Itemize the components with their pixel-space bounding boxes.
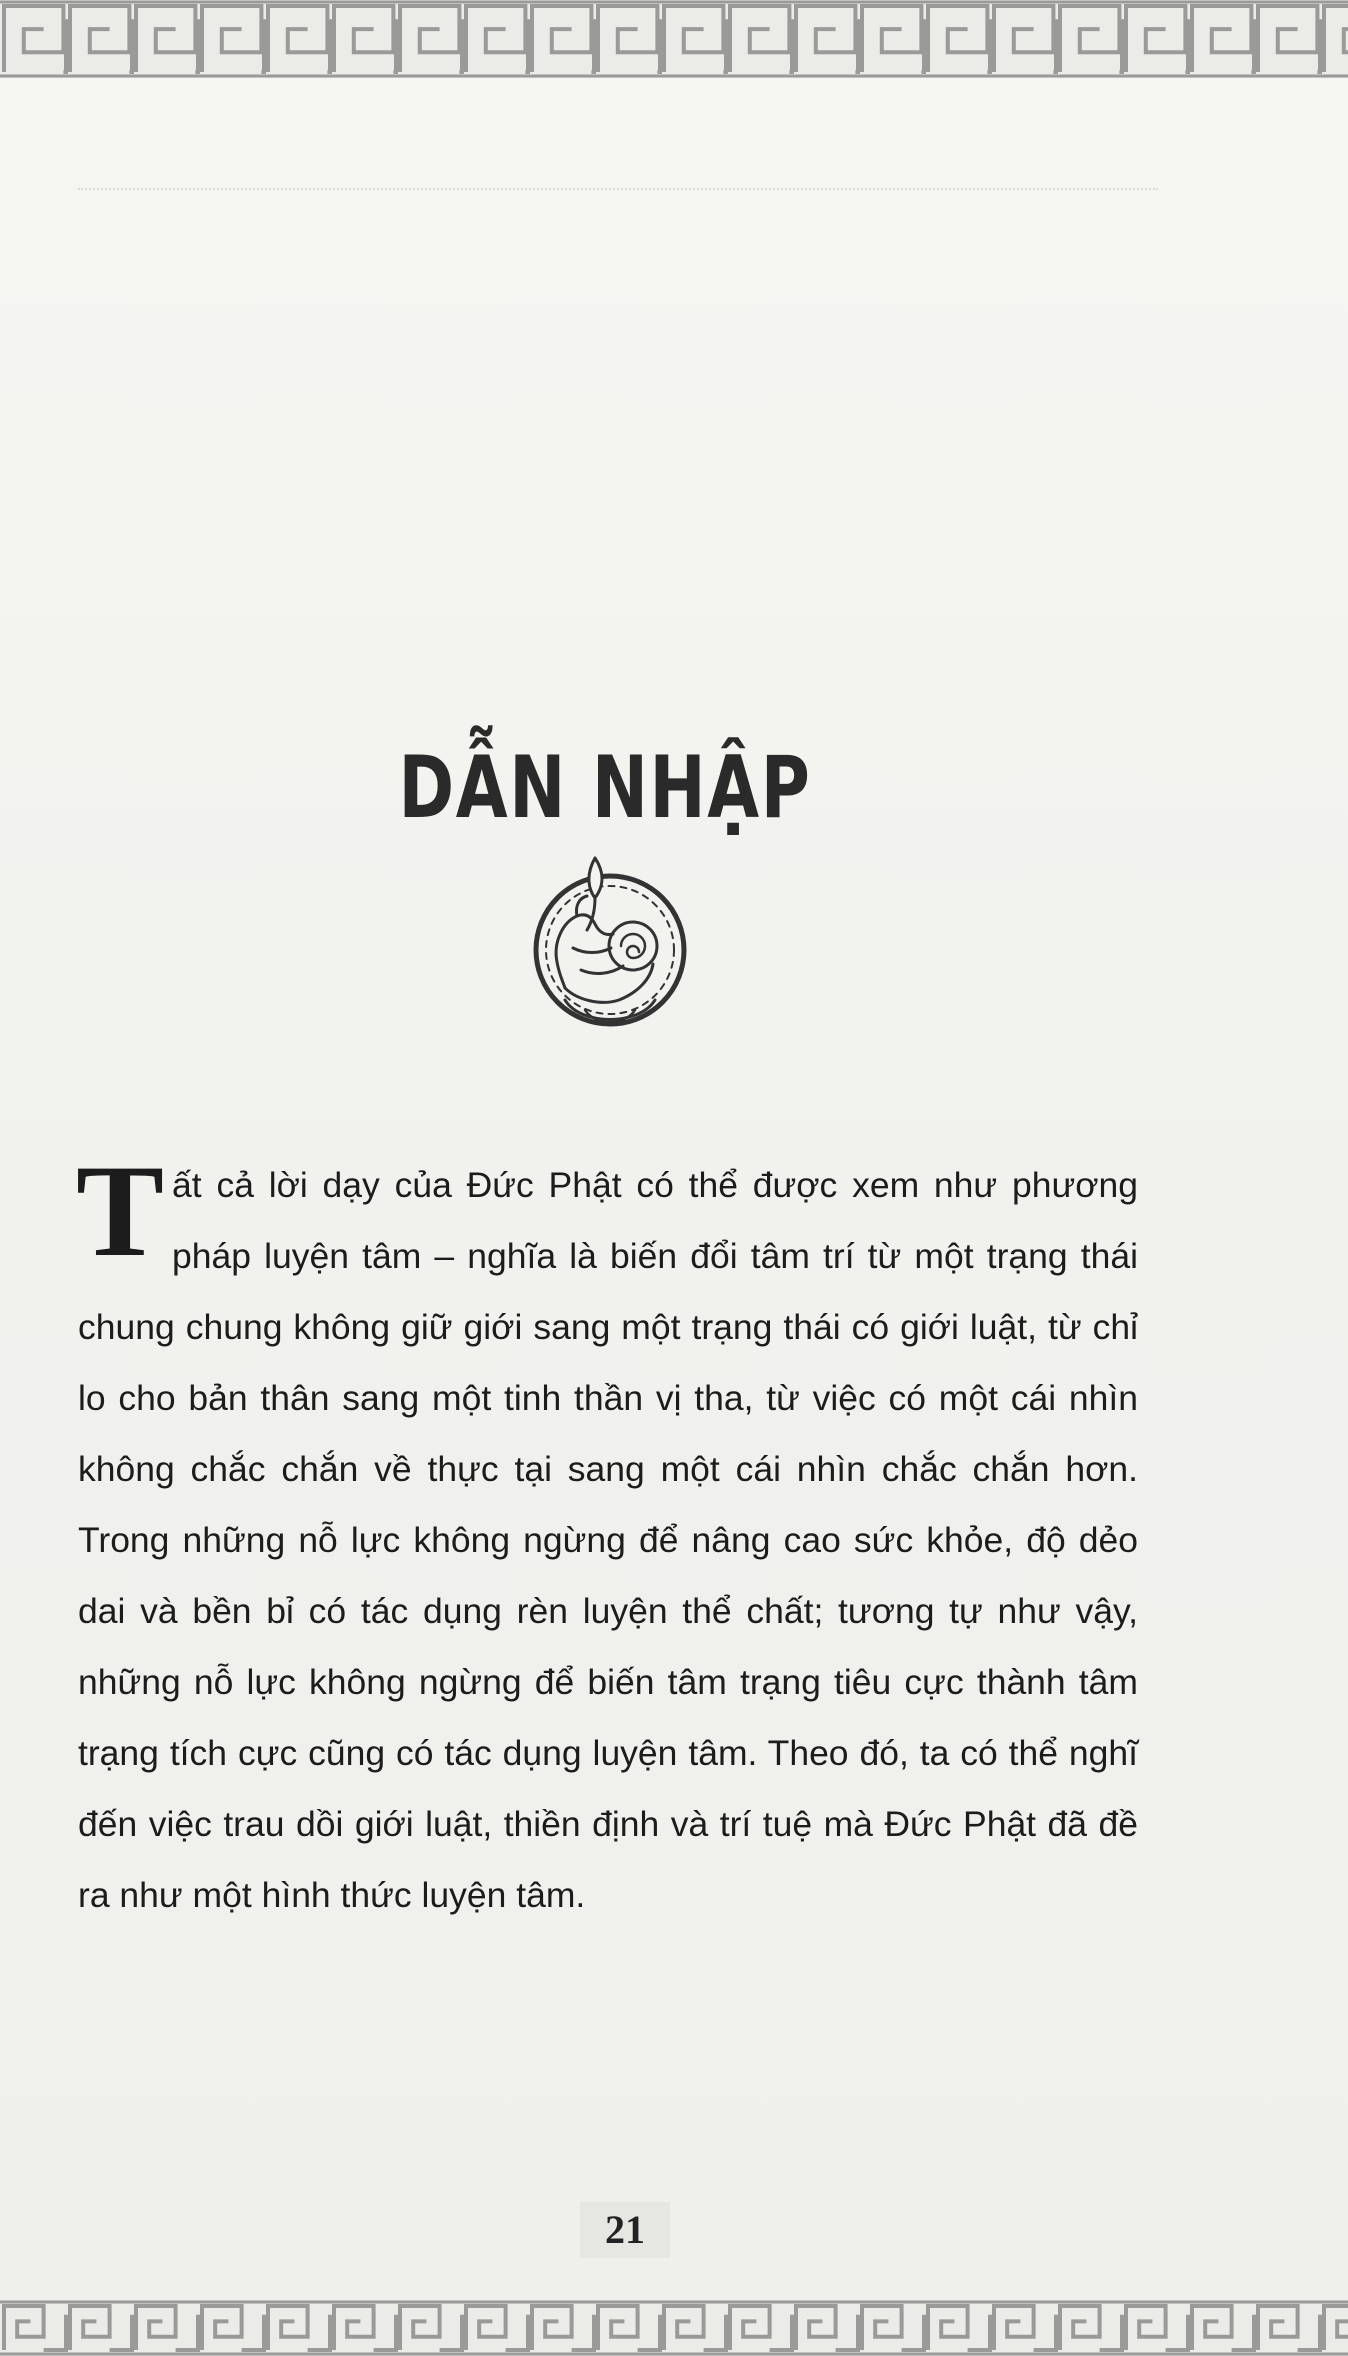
paragraph-text: ất cả lời dạy của Đức Phật có thể được xem như phương pháp luyện tâm – nghĩa là biến đổi tâm trí từ một trạng thái chung chung không giữ giới sang một trạng thái có giới luật, từ chỉ lo cho bản thân sang một tinh thần vị tha, từ việc có một cái nhìn không chắc chắn về thực tại sang một cái nhìn chắc chắn hơn. Trong những nỗ lực không ngừng để nâng cao sức khỏe, độ dẻo dai và bền bỉ có tác dụng rèn luyện thể chất; tương tự như vậy, những nỗ lực không ngừng để biến tâm trạng tiêu cực thành tâm trạng tích cực cũng có tác dụng luyện tâm. Theo đó, ta có thể nghĩ đến việc trau dồi giới luật, thiền định và trí tuệ mà Đức Phật đã đề ra như một hình thức luyện tâm. — [78, 1165, 1138, 1915]
greek-key-border-bottom — [0, 2300, 1348, 2356]
intro-paragraph — [76, 1137, 1138, 1931]
greek-key-border-top — [0, 0, 1348, 78]
lotus-hand-mudra-icon — [515, 850, 705, 1040]
header-dotted-line — [78, 188, 1158, 192]
top-decorative-border — [0, 0, 1348, 78]
page-number: 21 — [580, 2202, 670, 2258]
bottom-decorative-border — [0, 2300, 1348, 2356]
chapter-title: DẪN NHẬP — [398, 737, 812, 838]
drop-cap-letter: T — [76, 1137, 165, 1284]
